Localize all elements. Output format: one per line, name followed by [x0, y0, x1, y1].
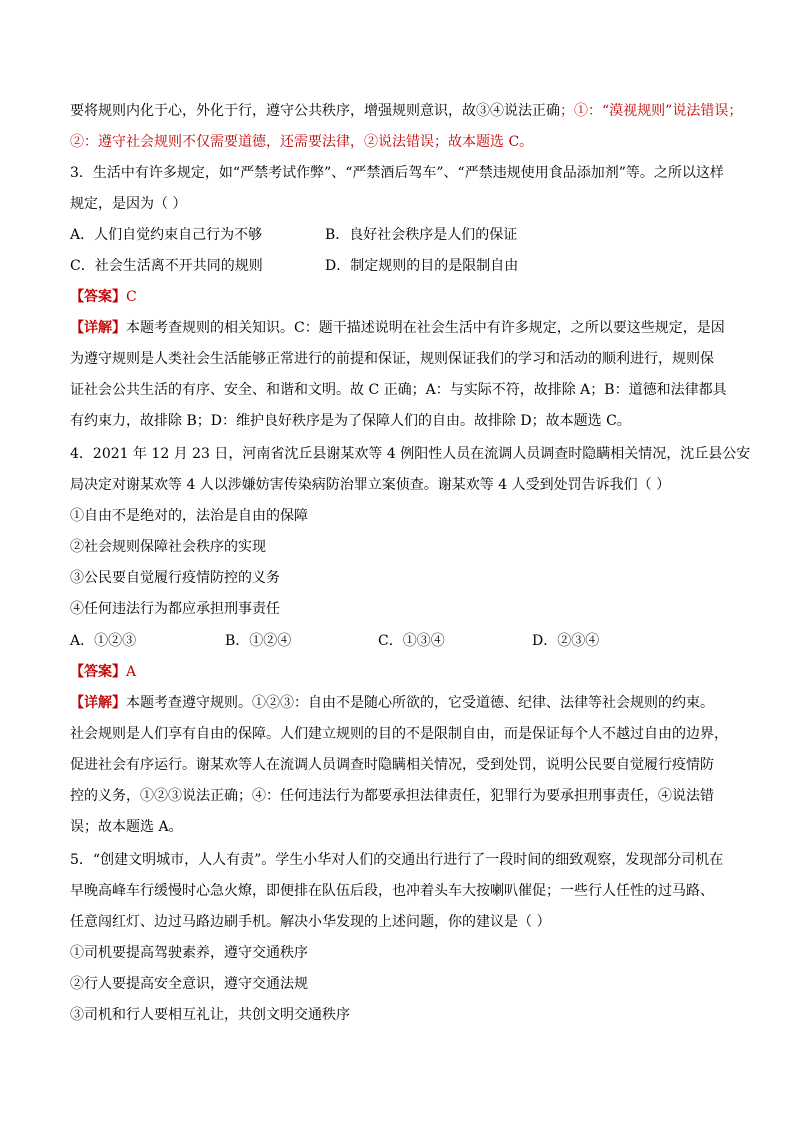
q5-stem-line-1: 5．“创建文明城市，人人有责”。学生小华对人们的交通出行进行了一段时间的细致观察，发现部分司机在 [70, 852, 724, 868]
q3-answer-label: 【答案】 [70, 289, 126, 305]
q4-stem-line-2: 局决定对谢某欢等 4 人以涉嫌妨害传染病防治罪立案侦查。谢某欢等 4 人受到处罚告诉我们（ ） [70, 477, 671, 493]
q3-answer-value: C [126, 289, 137, 305]
carryover-text: 要将规则内化于心，外化于行，遵守公共秩序，增强规则意识，故③④说法正确 [70, 103, 560, 119]
q4-option-a: A．①②③ [70, 633, 137, 649]
q4-detail-text: 本题考查遵守规则。①②③：自由不是随心所欲的，它受道德、纪律、法律等社会规则的约束。 [126, 695, 714, 711]
q4-answer-value: A [126, 664, 137, 680]
q3-option-b: B．良好社会秩序是人们的保证 [325, 227, 518, 243]
q3-stem-line-2: 规定，是因为（ ） [70, 196, 187, 212]
q4-option-b: B．①②④ [225, 633, 292, 649]
q4-detail-line-5: 误；故本题选 A。 [70, 819, 183, 835]
q5-stem-line-2: 早晚高峰车行缓慢时心急火燎，即便排在队伍后段，也冲着头车大按喇叭催促；一些行人任性的过马路、 [70, 883, 714, 899]
q4-option-c: C．①③④ [378, 633, 445, 649]
q3-answer [70, 288, 724, 306]
q3-detail-line-4: 有约束力，故排除 B；D：维护良好秩序是为了保障人们的自由。故排除 D；故本题选 C。 [70, 413, 631, 429]
q5-stem-line-3: 任意闯红灯、边过马路边刷手机。解决小华发现的上述问题，你的建议是（ ） [70, 914, 551, 930]
q4-item-3: ③公民要自觉履行疫情防控的义务 [70, 570, 280, 586]
q3-detail-label: 【详解】 [70, 320, 126, 336]
q4-answer-label: 【答案】 [70, 664, 126, 680]
q4-answer [70, 663, 724, 681]
q3-option-d: D．制定规则的目的是限制自由 [325, 258, 519, 274]
q4-detail-label: 【详解】 [70, 695, 126, 711]
q4-detail-line-1 [70, 694, 724, 712]
q4-item-2: ②社会规则保障社会秩序的实现 [70, 539, 266, 555]
q4-detail-line-4: 控的义务，①②③说法正确；④：任何违法行为都要承担法律责任，犯罪行为要承担刑事责任，④说法错 [70, 788, 714, 804]
carryover-line-2: ②：遵守社会规则不仅需要道德，还需要法律，②说法错误；故本题选 C。 [70, 134, 534, 150]
q4-item-4: ④任何违法行为都应承担刑事责任 [70, 601, 280, 617]
q3-detail-text: 本题考查规则的相关知识。C：题干描述说明在社会生活中有许多规定，之所以要这些规定，是因 [126, 320, 725, 336]
q3-option-a: A．人们自觉约束自己行为不够 [70, 227, 263, 243]
q4-stem-line-1: 4．2021 年 12 月 23 日，河南省沈丘县谢某欢等 4 例阳性人员在流调人员调查时隐瞒相关情况，沈丘县公安 [70, 446, 751, 462]
carryover-line-1 [70, 102, 743, 120]
q5-item-3: ③司机和行人要相互礼让，共创文明交通秩序 [70, 1007, 350, 1023]
q4-detail-line-2: 社会规则是人们享有自由的保障。人们建立规则的目的不是限制自由，而是保证每个人不越过自由的边界， [70, 726, 728, 742]
q3-option-c: C．社会生活离不开共同的规则 [70, 258, 263, 274]
q5-item-1: ①司机要提高驾驶素养，遵守交通秩序 [70, 945, 308, 961]
q4-option-d: D．②③④ [532, 633, 600, 649]
q4-item-1: ①自由不是绝对的，法治是自由的保障 [70, 508, 308, 524]
q5-item-2: ②行人要提高安全意识，遵守交通法规 [70, 976, 308, 992]
q3-stem-line-1: 3．生活中有许多规定，如“严禁考试作弊”、“严禁酒后驾车”、“严禁违规使用食品添加剂”等。之所以这样 [70, 165, 724, 181]
q3-detail-line-1 [70, 319, 724, 337]
carryover-red-text: ；①：“漠视规则”说法错误； [560, 103, 743, 119]
q3-detail-line-2: 为遵守规则是人类社会生活能够正常进行的前提和保证，规则保证我们的学习和活动的顺利进行，规则保 [70, 351, 714, 367]
q4-detail-line-3: 促进社会有序运行。谢某欢等人在流调人员调查时隐瞒相关情况，受到处罚，说明公民要自觉履行疫情防 [70, 757, 714, 773]
q3-detail-line-3: 证社会公共生活的有序、安全、和谐和文明。故 C 正确；A：与实际不符，故排除 A；B：道德和法律都具 [70, 382, 727, 398]
